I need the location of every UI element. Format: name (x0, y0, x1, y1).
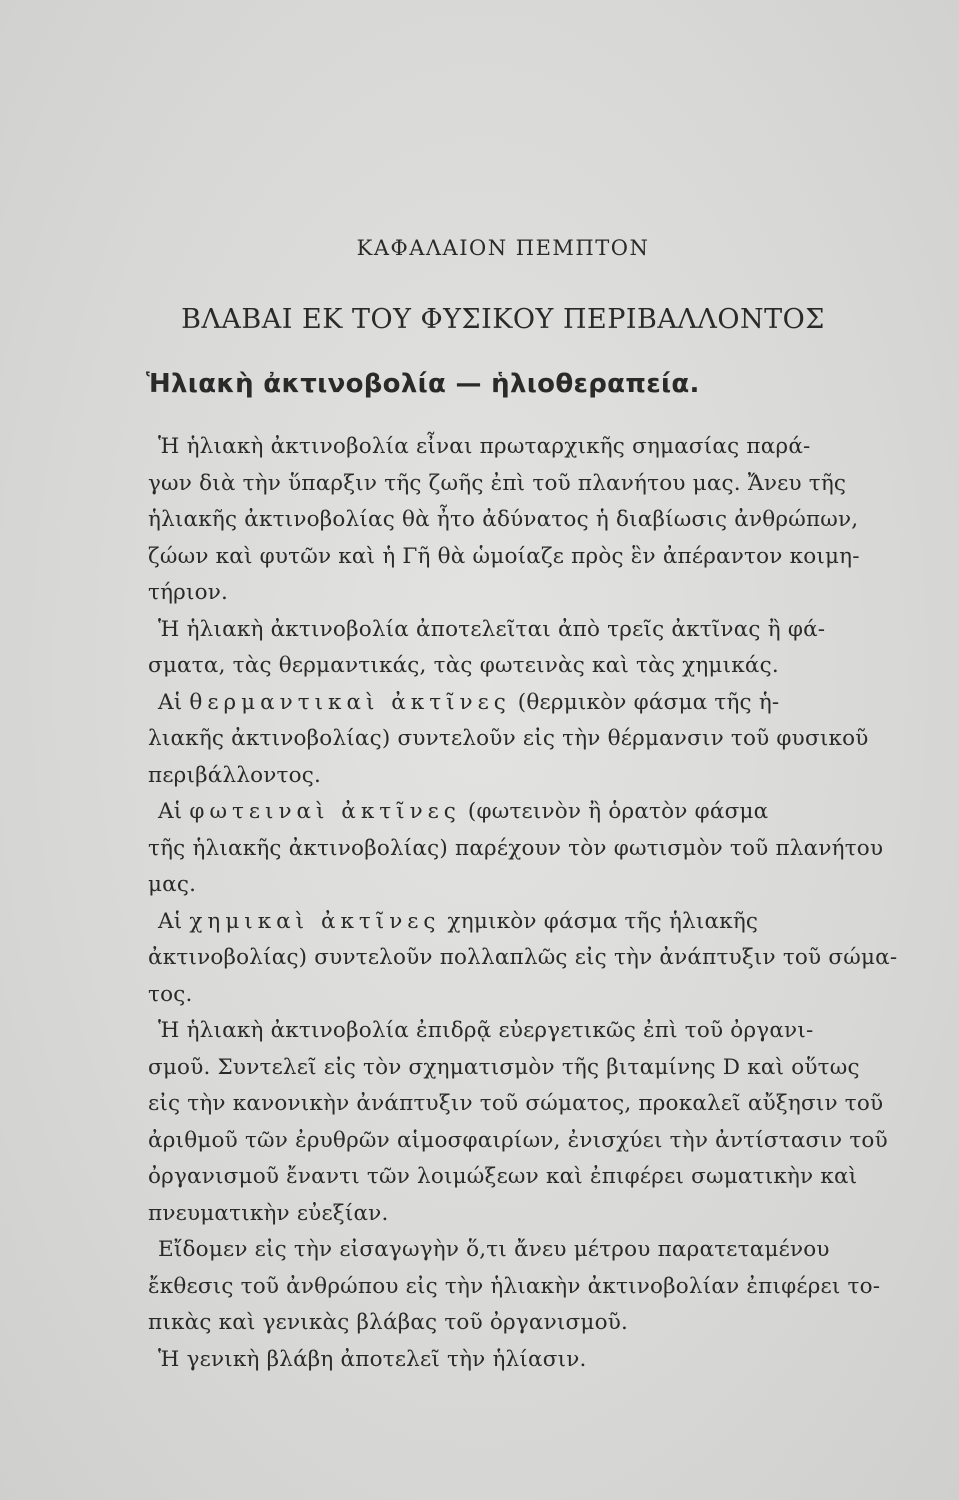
paragraph-line (148, 685, 848, 722)
paragraph (148, 1013, 888, 1232)
paragraph-line: Ἡ ἡλιακὴ ἀκτινοβολία εἶναι πρωταρχικῆς σημασίας παρά- (158, 434, 811, 459)
body-text (148, 429, 898, 1378)
paragraph-line: λιακῆς ἀκτινοβολίας) συντελοῦν εἰς τὴν θέρμανσιν τοῦ φυσικοῦ (148, 726, 869, 751)
paragraph-line: σματα, τὰς θερμαντικάς, τὰς φωτεινὰς καὶ τὰς χημικάς. (148, 653, 779, 678)
spaced-term: θερμαντικαὶ ἀκτῖνες (189, 689, 511, 715)
paragraph-line: ὀργανισμοῦ ἔναντι τῶν λοιμώξεων καὶ ἐπιφέρει σωματικὴν καὶ (148, 1164, 858, 1189)
section-subtitle: Ἡλιακὴ ἀκτινοβολία — ἡλιοθεραπεία. (146, 369, 700, 399)
paragraph-line: σμοῦ. Συντελεῖ εἰς τὸν σχηματισμὸν τῆς βιταμίνης D καὶ οὕτως (148, 1054, 860, 1080)
paragraph-line: ἀριθμοῦ τῶν ἐρυθρῶν αἱμοσφαιρίων, ἐνισχύει τὴν ἀντίστασιν τοῦ (148, 1127, 888, 1153)
spaced-term: χημικαὶ ἀκτῖνες (189, 908, 441, 934)
paragraph-line: Ἡ γενικὴ βλάβη ἀποτελεῖ τὴν ἡλίασιν. (158, 1346, 587, 1372)
paragraph (148, 794, 884, 904)
paragraph-line: γων διὰ τὴν ὕπαρξιν τῆς ζωῆς ἐπὶ τοῦ πλανήτου μας. Ἄνευ τῆς (148, 470, 847, 496)
paragraph (148, 429, 860, 612)
paragraph-line: τῆς ἡλιακῆς ἀκτινοβολίας) παρέχουν τὸν φωτισμὸν τοῦ πλανήτου (148, 835, 884, 861)
paragraph-line: ἡλιακῆς ἀκτινοβολίας θὰ ἦτο ἀδύνατος ἡ διαβίωσις ἀνθρώπων, (148, 507, 859, 532)
paragraph-line (148, 904, 848, 941)
spaced-term: φωτειναὶ ἀκτῖνες (189, 799, 461, 824)
paragraph-line: Ἡ ἡλιακὴ ἀκτινοβολία ἐπιδρᾷ εὐεργετικῶς ἐπὶ τοῦ ὀργανι- (158, 1018, 814, 1043)
paragraph (148, 904, 898, 1014)
paragraph (148, 685, 869, 795)
paragraph-line: Εἴδομεν εἰς τὴν εἰσαγωγὴν ὅ,τι ἄνευ μέτρου παρατεταμένου (158, 1237, 830, 1262)
paragraph-line: μας. (148, 872, 197, 897)
line-lead: Αἱ (158, 799, 190, 824)
paragraph-line: πικὰς καὶ γενικὰς βλάβας τοῦ ὀργανισμοῦ. (148, 1310, 629, 1335)
chapter-heading: ΚΑΦΑΛΑΙΟΝ ΠΕΜΠΤΟΝ (356, 236, 650, 260)
line-lead: Αἱ (158, 689, 190, 715)
line-rest: (θερμικὸν φάσμα τῆς ἡ- (510, 689, 780, 715)
paragraph (148, 1232, 881, 1342)
paragraph-line: ἔκθεσις τοῦ ἀνθρώπου εἰς τὴν ἡλιακὴν ἀκτινοβολίαν ἐπιφέρει το- (148, 1273, 881, 1299)
paragraph-line: πνευματικὴν εὐεξίαν. (148, 1200, 389, 1226)
paragraph-line: περιβάλλοντος. (148, 762, 322, 788)
line-rest: (φωτεινὸν ἢ ὁρατὸν φάσμα (460, 799, 769, 824)
paragraph-line: ζώων καὶ φυτῶν καὶ ἡ Γῆ θὰ ὡμοίαζε πρὸς ἓν ἀπέραντον κοιμη- (148, 543, 860, 569)
line-lead: Αἱ (158, 908, 190, 934)
line-rest: χημικὸν φάσμα τῆς ἡλιακῆς (440, 908, 759, 934)
paragraph-line: Ἡ ἡλιακὴ ἀκτινοβολία ἀποτελεῖται ἀπὸ τρεῖς ἀκτῖνας ἢ φά- (158, 616, 826, 642)
paragraph-line: εἰς τὴν κανονικὴν ἀνάπτυξιν τοῦ σώματος, προκαλεῖ αὔξησιν τοῦ (148, 1091, 884, 1116)
chapter-title: ΒΛΑΒΑΙ ΕΚ ΤΟΥ ΦΥΣΙΚΟΥ ΠΕΡΙΒΑΛΛΟΝΤΟΣ (181, 304, 825, 335)
paragraph (148, 1342, 848, 1379)
paragraph-line (148, 794, 848, 831)
paragraph-line: τος. (148, 981, 193, 1007)
paragraph-line: τήριον. (148, 580, 229, 605)
page-content (146, 236, 898, 1378)
paragraph (148, 612, 848, 685)
paragraph-line: ἀκτινοβολίας) συντελοῦν πολλαπλῶς εἰς τὴν ἀνάπτυξιν τοῦ σώμα- (148, 945, 898, 970)
